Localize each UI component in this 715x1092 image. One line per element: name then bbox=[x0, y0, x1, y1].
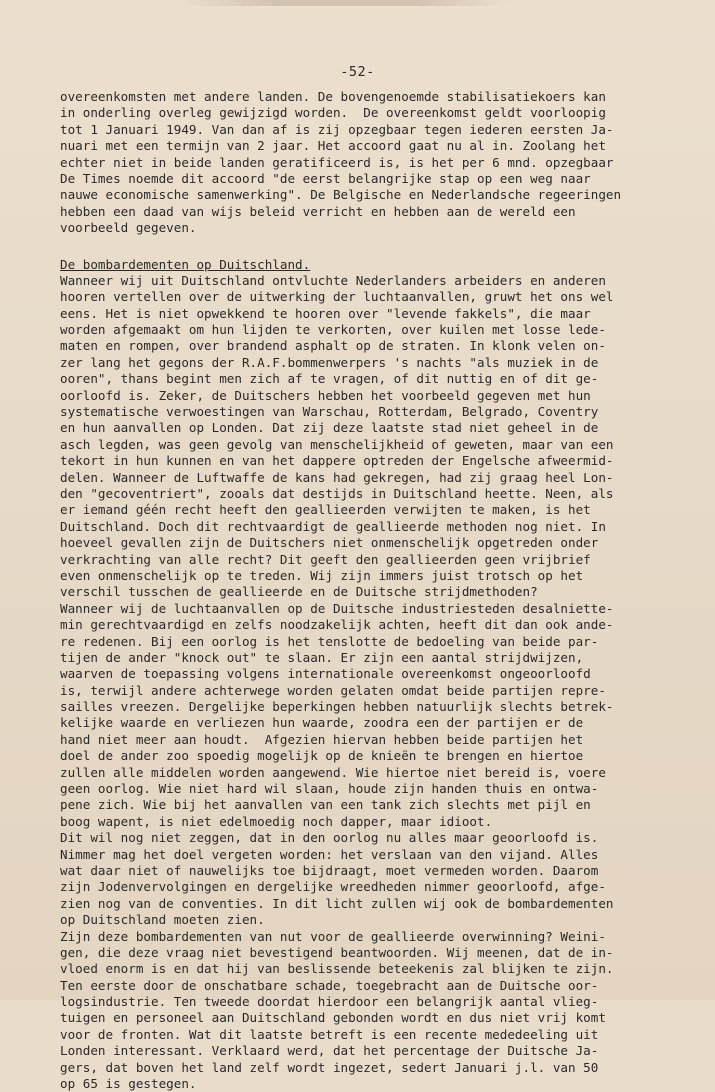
text-line: tijen de ander "knock out" te slaan. Er zijn een aantal strijdwijzen, bbox=[60, 649, 584, 665]
paper-edge-mark bbox=[180, 0, 510, 6]
text-line: er iemand géén recht heeft den geallieerden verwijten te maken, is het bbox=[60, 502, 591, 518]
text-line: doel de ander zoo spoedig mogelijk op de knieën te brengen en hiertoe bbox=[60, 748, 584, 764]
text-line: Wanneer wij de luchtaanvallen op de Duitsche industriesteden desalniette- bbox=[60, 600, 614, 616]
text-line: eens. Het is niet opwekkend te hooren over "levende fakkels", die maar bbox=[60, 305, 591, 321]
text-line: gers, dat boven het land zelf wordt ingezet, sedert Januari j.l. van 50 bbox=[60, 1059, 599, 1075]
text-line: zer lang het gegons der R.A.F.bommenwerpers 's nachts "als muziek in de bbox=[60, 354, 599, 370]
text-line: De Times noemde dit accoord "de eerst belangrijke stap op een weg naar bbox=[60, 170, 591, 186]
text-line: verkrachting van alle recht? Dit geeft den geallieerden geen vrijbrief bbox=[60, 551, 591, 567]
text-line: nauwe economische samenwerking". De Belgische en Nederlandsche regeeringen bbox=[60, 187, 622, 203]
text-line: en hun aanvallen op Londen. Dat zij deze laatste stad niet geheel in de bbox=[60, 420, 599, 436]
text-line: tekort in hun kunnen en van het dappere optreden der Engelsche afweermid- bbox=[60, 453, 614, 469]
text-line: den "gecoventriert", zooals dat destijds in Duitschland heette. Neen, als bbox=[60, 485, 614, 501]
text-line: voorbeeld gegeven. bbox=[60, 220, 197, 236]
text-line: tot 1 Januari 1949. Van dan af is zij opzegbaar tegen iederen eersten Ja- bbox=[60, 121, 614, 137]
text-line: Londen interessant. Verklaard werd, dat het percentage der Duitsche Ja- bbox=[60, 1043, 599, 1059]
text-line: kelijke waarde en verliezen hun waarde, zoodra een der partijen er de bbox=[60, 715, 584, 731]
text-line: zijn Jodenvervolgingen en dergelijke wreedheden nimmer geoorloofd, afge- bbox=[60, 879, 606, 895]
text-line: maten en rompen, over brandend asphalt op de straten. In klonk velen on- bbox=[60, 338, 606, 354]
text-line: hebben een daad van wijs beleid verricht en hebben aan de wereld een bbox=[60, 203, 576, 219]
document-body bbox=[60, 89, 688, 1092]
text-line: Nimmer mag het doel vergeten worden: het verslaan van den vijand. Alles bbox=[60, 846, 599, 862]
text-line: geen oorlog. Wie niet hard wil slaan, houde zijn handen thuis en ontwa- bbox=[60, 781, 599, 797]
text-line: Ten eerste door de onschatbare schade, toegebracht aan de Duitsche oor- bbox=[60, 977, 599, 993]
text-line: re redenen. Bij een oorlog is het tenslotte de bedoeling van beide par- bbox=[60, 633, 599, 649]
text-line: tuigen en personeel aan Duitschland gebonden wordt en dus niet vrij komt bbox=[60, 1010, 606, 1026]
text-line: logsindustrie. Ten tweede doordat hierdoor een belangrijk aantal vlieg- bbox=[60, 994, 599, 1010]
text-line: hooren vertellen over de uitwerking der luchtaanvallen, gruwt het ons wel bbox=[60, 289, 614, 305]
text-line: voor de fronten. Wat dit laatste betreft is een recente mededeeling uit bbox=[60, 1026, 599, 1042]
text-line: Zijn deze bombardementen van nut voor de geallieerde overwinning? Weini- bbox=[60, 928, 606, 944]
text-line: Dit wil nog niet zeggen, dat in den oorlog nu alles maar geoorloofd is. bbox=[60, 830, 599, 846]
text-line: wat daar niet of nauwelijks toe bijdraagt, moet vermeden worden. Daarom bbox=[60, 862, 599, 878]
text-line: even onmenschelijk op te treden. Wij zijn immers juist trotsch op het bbox=[60, 567, 584, 583]
text-line: gen, die deze vraag niet bevestigend beantwoorden. Wij meenen, dat de in- bbox=[60, 944, 614, 960]
section-heading: De bombardementen op Duitschland. bbox=[60, 256, 311, 272]
text-line: Duitschland. Doch dit rechtvaardigt de geallieerde methoden nog niet. In bbox=[60, 518, 606, 534]
text-line: delen. Wanneer de Luftwaffe de kans had gekregen, had zij graag heel Lon- bbox=[60, 469, 614, 485]
text-line: verschil tusschen de geallieerde en de Duitsche strijdmethoden? bbox=[60, 584, 538, 600]
text-line: pene zich. Wie bij het aanvallen van een tank zich slechts met pijl en bbox=[60, 797, 591, 813]
text-line: zien nog van de conventies. In dit licht zullen wij ook de bombardementen bbox=[60, 895, 614, 911]
paragraph-gap bbox=[60, 237, 688, 257]
text-line: oorloofd is. Zeker, de Duitschers hebben het voorbeeld gegeven met hun bbox=[60, 387, 591, 403]
text-line: is, terwijl andere achterwege worden gelaten omdat beide partijen repre- bbox=[60, 682, 606, 698]
text-line: waarven de toepassing volgens internationale overeenkomst ongeoorloofd bbox=[60, 666, 591, 682]
text-line: op Duitschland moeten zien. bbox=[60, 912, 265, 928]
text-line: sailles vreezen. Dergelijke beperkingen hebben natuurlijk slechts betrek- bbox=[60, 699, 614, 715]
page-number: -52- bbox=[340, 64, 375, 80]
paragraph-stabilisation bbox=[60, 89, 688, 237]
text-line: min gerechtvaardigd en zelfs noodzakelijk achten, heeft dit dan ook ande- bbox=[60, 617, 614, 633]
text-line: asch legden, was geen gevolg van menschelijkheid of geweten, maar van een bbox=[60, 436, 614, 452]
text-line: in onderling overleg gewijzigd worden. De overeenkomst geldt voorloopig bbox=[60, 105, 606, 121]
text-line: hoeveel gevallen zijn de Duitschers niet onmenschelijk opgetreden onder bbox=[60, 535, 599, 551]
text-line: boog wapent, is niet edelmoedig noch dapper, maar idioot. bbox=[60, 813, 493, 829]
text-line: systematische verwoestingen van Warschau, Rotterdam, Belgrado, Coventry bbox=[60, 404, 599, 420]
text-line: echter niet in beide landen geratificeerd is, is het per 6 mnd. opzegbaar bbox=[60, 154, 614, 170]
text-line: overeenkomsten met andere landen. De bovengenoemde stabilisatiekoers kan bbox=[60, 89, 606, 104]
text-line: hand niet meer aan houdt. Afgezien hiervan hebben beide partijen het bbox=[60, 731, 584, 747]
text-line: ooren", thans begint men zich af te vragen, of dit nuttig en of dit ge- bbox=[60, 371, 599, 387]
text-line: op 65 is gestegen. bbox=[60, 1076, 197, 1092]
text-line: vloed enorm is en dat hij van beslissende beteekenis zal blijken te zijn. bbox=[60, 961, 614, 977]
paragraph-bombardments bbox=[60, 273, 688, 1092]
text-line: nuari met een termijn van 2 jaar. Het accoord gaat nu al in. Zoolang het bbox=[60, 138, 606, 154]
text-line: Wanneer wij uit Duitschland ontvluchte Nederlanders arbeiders en anderen bbox=[60, 272, 606, 288]
text-line: zullen alle middelen worden aangewend. Wie hiertoe niet bereid is, voere bbox=[60, 764, 606, 780]
text-line: worden afgemaakt om hun lijden te verkorten, over kuilen met losse lede- bbox=[60, 322, 606, 338]
